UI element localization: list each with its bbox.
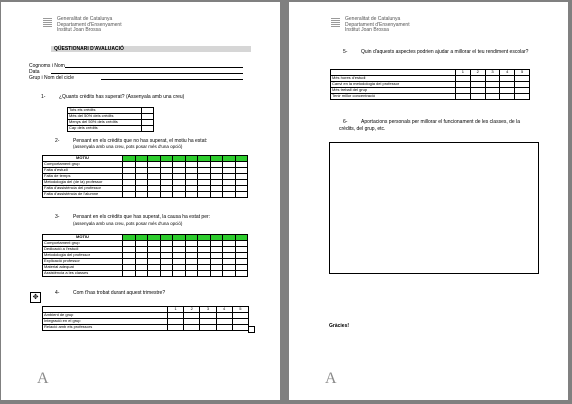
checkbox-cell[interactable]	[135, 192, 148, 198]
q2-reasons-table	[42, 155, 248, 198]
comments-textarea[interactable]	[329, 142, 539, 274]
column-header: MOTIU	[43, 156, 123, 162]
document-page-1	[1, 2, 280, 400]
rating-cell[interactable]	[184, 325, 200, 331]
rating-cell[interactable]	[515, 94, 530, 100]
checkbox-cell[interactable]	[185, 271, 198, 277]
name-line[interactable]	[65, 67, 243, 68]
rating-cell[interactable]	[470, 94, 485, 100]
header-line-2: Departament d'Ensenyament	[57, 21, 122, 28]
generalitat-logo-icon	[331, 18, 340, 27]
checkbox-cell[interactable]	[198, 271, 211, 277]
q4-rating-table	[42, 306, 249, 331]
field-label-name: Cognoms i Nom	[29, 63, 65, 69]
question-3-text: Pensant en els crèdits que has superat, la causa ha estat per:	[73, 214, 211, 220]
group-line[interactable]	[101, 79, 243, 80]
question-6	[343, 119, 520, 125]
header-line-3: Institut Joan Brossa	[57, 27, 101, 33]
question-6-text-cont: crèdits, del grup, etc.	[339, 126, 386, 132]
table-move-handle-icon[interactable]: ✥	[30, 292, 41, 303]
question-2-number: 2-	[55, 138, 60, 144]
checkbox-cell[interactable]	[185, 192, 198, 198]
checkbox-cell[interactable]	[142, 126, 154, 132]
question-2-text: Pensant en els crèdits que no has superat, el motiu ha estat:	[73, 138, 208, 144]
table-row	[43, 271, 248, 277]
row-label: Més hores d'estudi	[331, 76, 456, 82]
column-header: 4	[216, 307, 232, 313]
checkbox-cell[interactable]	[148, 192, 161, 198]
question-3-number: 3-	[55, 214, 60, 220]
row-label: Ambient de grup	[43, 313, 168, 319]
checkbox-cell[interactable]	[135, 271, 148, 277]
question-3	[55, 214, 210, 220]
row-label: Metodologia del professor	[43, 253, 123, 259]
table-row	[68, 126, 154, 132]
option-label: Cap dels crèdits	[68, 126, 142, 132]
header-block	[345, 17, 410, 34]
thanks-text: Gràcies!	[329, 323, 350, 329]
checkbox-cell[interactable]	[123, 271, 136, 277]
generalitat-logo-icon	[43, 18, 52, 27]
option-label: Més del 50% dels crèdits	[68, 114, 142, 120]
checkbox-cell[interactable]	[173, 271, 186, 277]
checkbox-cell[interactable]	[210, 192, 223, 198]
row-label: Dedicació a l'estudi	[43, 247, 123, 253]
question-4-number: 4-	[55, 290, 60, 296]
row-label: Relació amb els professors	[43, 325, 168, 331]
question-3-note: (assenyala amb una creu, pots posar més d'una opció)	[73, 221, 183, 226]
question-4-text: Com t'has trobat durant aquest trimestre?	[73, 290, 166, 296]
rating-cell[interactable]	[485, 94, 500, 100]
column-header: 3	[485, 70, 500, 76]
q3-causes-table	[42, 234, 248, 277]
header-line-1: Generalitat de Catalunya	[345, 16, 401, 22]
row-label: Falta d'estudi	[43, 168, 123, 174]
checkbox-cell[interactable]	[235, 271, 248, 277]
rating-cell[interactable]	[200, 325, 216, 331]
q1-options-table	[67, 107, 154, 132]
row-label: Més treball del grup	[331, 88, 456, 94]
table-row	[43, 192, 248, 198]
question-6-text: Aportacions personals per millorar el funcionament de les classes, de la	[361, 119, 520, 125]
row-label: Falta d'assistència del professor	[43, 186, 123, 192]
checkbox-cell[interactable]	[160, 271, 173, 277]
header-line-1: Generalitat de Catalunya	[57, 16, 113, 22]
footer-logo-icon: A	[37, 370, 49, 387]
row-label: Assistència a les classes	[43, 271, 123, 277]
rating-cell[interactable]	[232, 325, 248, 331]
question-5-text: Quin d'aquests aspectes podrien ajudar a millorar el teu rendiment escolar?	[361, 49, 529, 55]
table-resize-handle-icon[interactable]	[248, 326, 255, 333]
footer-logo-icon: A	[325, 370, 337, 387]
column-header: 1	[168, 307, 184, 313]
checkbox-cell[interactable]	[235, 192, 248, 198]
column-header: 4	[500, 70, 515, 76]
form-title: QÜESTIONARI D'AVALUACIÓ	[51, 46, 251, 52]
question-6-number: 6-	[343, 119, 348, 125]
column-header: 1	[456, 70, 471, 76]
checkbox-cell[interactable]	[148, 271, 161, 277]
rating-cell[interactable]	[500, 94, 515, 100]
table-row	[331, 94, 530, 100]
field-label-date: Data	[29, 69, 40, 75]
row-label: Comportament grup	[43, 162, 123, 168]
field-label-group: Grup i Nom del cicle	[29, 75, 75, 81]
row-label: Falta de temps	[43, 174, 123, 180]
column-header: 3	[200, 307, 216, 313]
question-1-text: ¿Quants crèdits has superat? (Assenyala amb una creu)	[59, 94, 185, 100]
checkbox-cell[interactable]	[198, 192, 211, 198]
column-header: 2	[184, 307, 200, 313]
column-header: 5	[515, 70, 530, 76]
header-line-2: Departament d'Ensenyament	[345, 21, 410, 28]
rating-cell[interactable]	[168, 325, 184, 331]
rating-cell[interactable]	[216, 325, 232, 331]
table-row	[43, 325, 249, 331]
checkbox-cell[interactable]	[210, 271, 223, 277]
column-header: 5	[232, 307, 248, 313]
row-label: Canvi en la metodologia del professor	[331, 82, 456, 88]
header-line-3: Institut Joan Brossa	[345, 27, 389, 33]
question-2-note: (assenyala amb una creu, pots posar més d'una opció)	[73, 144, 183, 149]
checkbox-cell[interactable]	[160, 192, 173, 198]
row-label: Tenir millor concentració	[331, 94, 456, 100]
q5-rating-table	[330, 69, 530, 100]
row-label: Material adequat	[43, 265, 123, 271]
question-5-number: 5-	[343, 49, 348, 55]
document-page-2	[289, 2, 568, 400]
question-4	[55, 290, 165, 296]
date-line[interactable]	[51, 73, 243, 74]
checkbox-cell[interactable]	[173, 192, 186, 198]
option-label: Menys del 50% dels crèdits	[68, 120, 142, 126]
checkbox-cell[interactable]	[223, 271, 236, 277]
column-header: 2	[470, 70, 485, 76]
option-label: Tots els crèdits	[68, 108, 142, 114]
row-label: Comportament grup	[43, 241, 123, 247]
row-label: Explicació professor	[43, 259, 123, 265]
question-1-number: 1-	[41, 94, 46, 100]
header-block	[57, 17, 122, 34]
row-label: Metodologia del (de la) professor	[43, 180, 123, 186]
row-label: Falta d'assistència de l'alumne	[43, 192, 123, 198]
row-label: Integració en el grup	[43, 319, 168, 325]
rating-cell[interactable]	[456, 94, 471, 100]
checkbox-cell[interactable]	[123, 192, 136, 198]
column-header: MOTIU	[43, 235, 123, 241]
question-5	[343, 49, 528, 55]
question-1	[41, 94, 184, 100]
checkbox-cell[interactable]	[223, 192, 236, 198]
